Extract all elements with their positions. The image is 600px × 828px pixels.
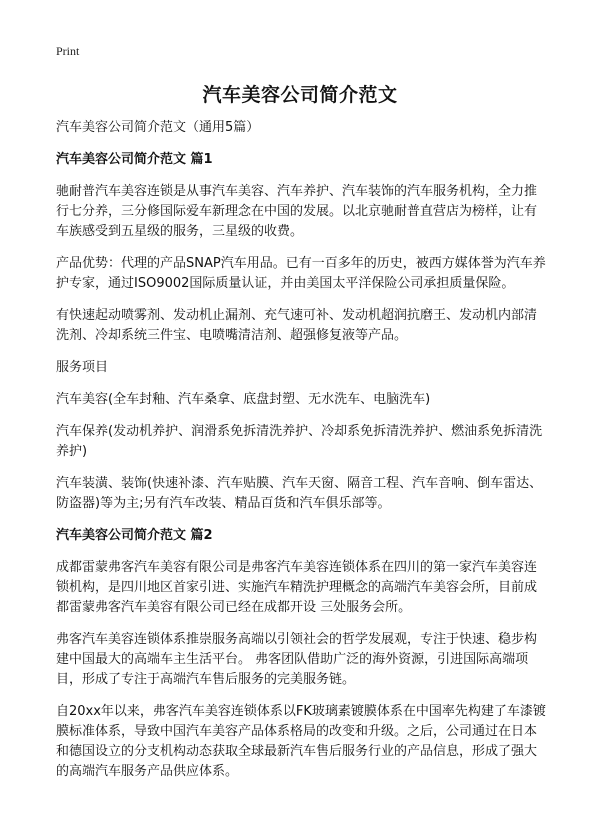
section-1-heading: 汽车美容公司简介范文 篇1 — [56, 152, 213, 167]
document-body — [56, 118, 548, 794]
section-1-paragraph: 有快速起动喷雾剂、发动机止漏剂、充气速可补、发动机超润抗磨王、发动机内部清洗剂、冷却系统三件宝、电喷嘴清洁剂、超强修复液等产品。 — [56, 308, 538, 343]
section-1-paragraph: 产品优势：代理的产品SNAP汽车用品。已有一百多年的历史，被西方媒体誉为汽车养护专家，通过ISO9002国际质量认证，并由美国太平洋保险公司承担质量保险。 — [56, 256, 546, 291]
print-label[interactable]: Print — [56, 44, 80, 58]
section-1-paragraph: 汽车装潢、装饰(快速补漆、汽车贴膜、汽车天窗、隔音工程、汽车音响、倒车雷达、防盗器)等为主;另有汽车改装、精品百货和汽车俱乐部等。 — [56, 476, 543, 511]
section-2-paragraph: 弗客汽车美容连锁体系推崇服务高端以引领社会的哲学发展观，专注于快速、稳步构建中国最大的高端车主生活平台。 弗客团队借助广泛的海外资源，引进国际高端项目，形成了专注于高端汽车售后服务的完美服务链。 — [56, 632, 538, 687]
document-title: 汽车美容公司简介范文 — [202, 84, 398, 106]
section-2-paragraph: 自20xx年以来，弗客汽车美容连锁体系以FK玻璃素镀膜体系在中国率先构建了车漆镀膜标准体系，导致中国汽车美容产品体系格局的改变和升级。之后，公司通过在日本和德国设立的分支机构动态获取全球最新汽车售后服务行业的产品信息，形成了强大的高端汽车服务产品供应体系。 — [56, 704, 546, 779]
section-1-paragraph: 汽车保养(发动机养护、润滑系免拆清洗养护、冷却系免拆清洗养护、燃油系免拆清洗养护) — [56, 424, 543, 459]
section-2-heading: 汽车美容公司简介范文 篇2 — [56, 528, 213, 543]
document-subtitle: 汽车美容公司简介范文（通用5篇） — [56, 120, 260, 135]
section-2-paragraph: 成都雷蒙弗客汽车美容有限公司是弗客汽车美容连锁体系在四川的第一家汽车美容连锁机构，是四川地区首家引进、实施汽车精洗护理概念的高端汽车美容会所，目前成都雷蒙弗客汽车美容有限公司已经在成都开设 三处服务会所。 — [56, 560, 538, 615]
section-1-paragraph: 汽车美容(全车封釉、汽车桑拿、底盘封塑、无水洗车、电脑洗车) — [56, 392, 431, 407]
section-1-paragraph: 服务项目 — [56, 360, 109, 375]
section-1-paragraph: 驰耐普汽车美容连锁是从事汽车美容、汽车养护、汽车装饰的汽车服务机构，全力推行七分养，三分修国际爱车新理念在中国的发展。以北京驰耐普直营店为榜样，让有车族感受到五星级的服务，三星级的收费。 — [56, 184, 538, 239]
